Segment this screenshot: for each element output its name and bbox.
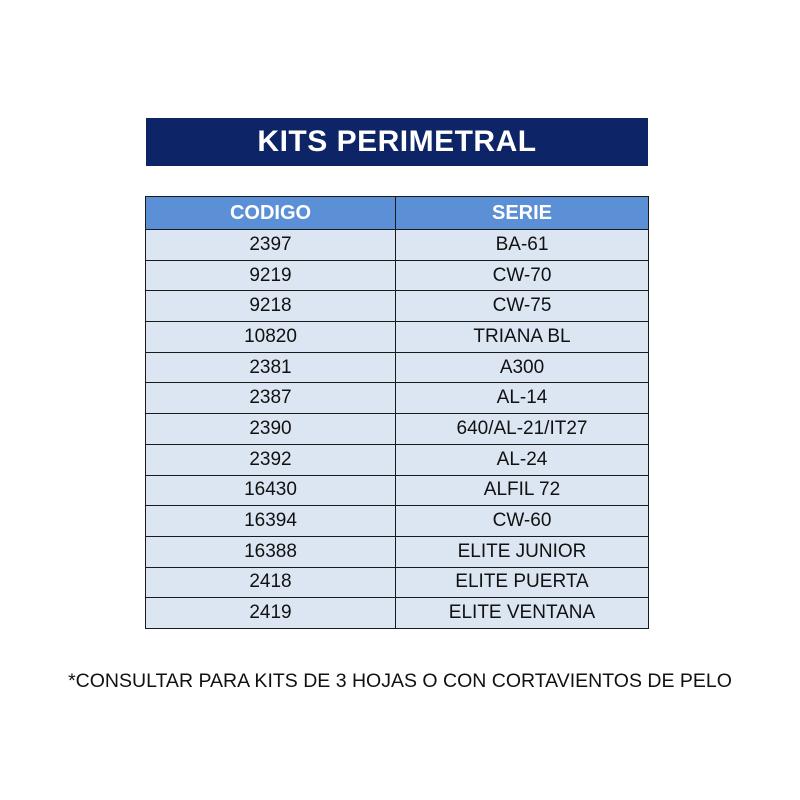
table-row [146,536,649,567]
codigo-cell: 16430 [146,475,396,506]
table-row [146,506,649,537]
codigo-cell: 2397 [146,230,396,261]
codigo-cell: 2419 [146,598,396,629]
codigo-cell: 2390 [146,414,396,445]
page-title: KITS PERIMETRAL [257,125,537,158]
table-header-row [146,197,649,230]
codigo-cell: 10820 [146,322,396,353]
serie-cell: ELITE JUNIOR [396,536,649,567]
table-row [146,475,649,506]
serie-cell: AL-14 [396,383,649,414]
serie-cell: CW-70 [396,260,649,291]
table-row [146,598,649,629]
codigo-cell: 2381 [146,352,396,383]
kits-table [145,196,649,629]
codigo-cell: 2392 [146,444,396,475]
serie-cell: 640/AL-21/IT27 [396,414,649,445]
serie-cell: CW-60 [396,506,649,537]
title-banner [146,118,648,166]
serie-cell: ELITE PUERTA [396,567,649,598]
column-header-serie: SERIE [396,197,649,230]
table-row [146,444,649,475]
table-row [146,352,649,383]
table-row [146,322,649,353]
table-row [146,567,649,598]
serie-cell: CW-75 [396,291,649,322]
serie-cell: BA-61 [396,230,649,261]
codigo-cell: 16388 [146,536,396,567]
table-row [146,414,649,445]
table-row [146,260,649,291]
codigo-cell: 9218 [146,291,396,322]
codigo-cell: 9219 [146,260,396,291]
serie-cell: ELITE VENTANA [396,598,649,629]
serie-cell: A300 [396,352,649,383]
codigo-cell: 2418 [146,567,396,598]
codigo-cell: 2387 [146,383,396,414]
codigo-cell: 16394 [146,506,396,537]
serie-cell: ALFIL 72 [396,475,649,506]
column-header-codigo: CODIGO [146,197,396,230]
serie-cell: TRIANA BL [396,322,649,353]
table-row [146,230,649,261]
serie-cell: AL-24 [396,444,649,475]
table-row [146,291,649,322]
table-row [146,383,649,414]
footnote: *CONSULTAR PARA KITS DE 3 HOJAS O CON CORTAVIENTOS DE PELO [68,670,732,692]
